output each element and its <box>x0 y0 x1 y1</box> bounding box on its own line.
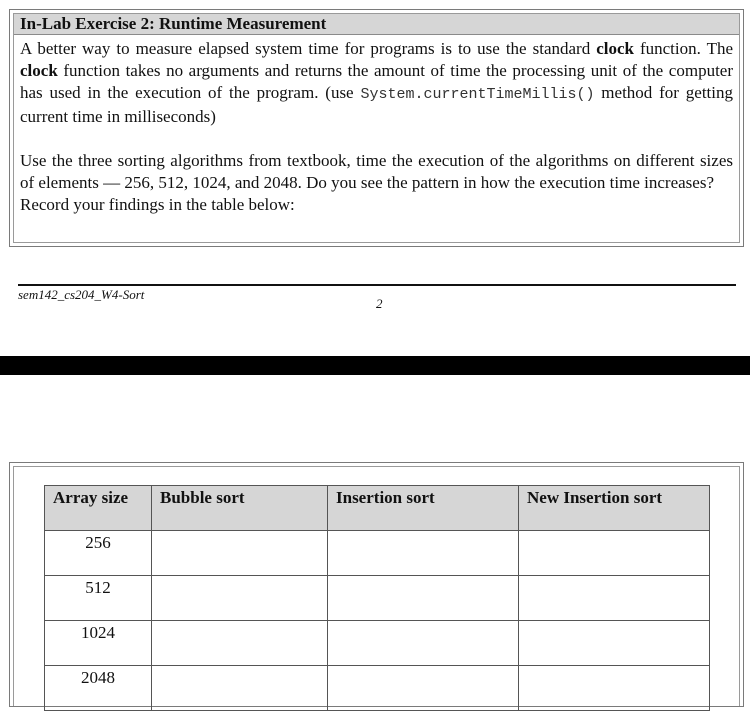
cell-array-size: 1024 <box>45 621 152 666</box>
footer-label: sem142_cs204_W4-Sort <box>18 287 145 302</box>
cell-insertion-sort[interactable] <box>328 621 519 666</box>
cell-new-insertion-sort[interactable] <box>519 576 710 621</box>
page-number: 2 <box>376 296 383 311</box>
cell-bubble-sort[interactable] <box>152 531 328 576</box>
cell-insertion-sort[interactable] <box>328 531 519 576</box>
exercise-paragraph-1 <box>20 38 733 128</box>
exercise-paragraph-3: Record your findings in the table below: <box>20 195 295 214</box>
table-row <box>45 531 710 576</box>
header-array-size: Array size <box>45 486 152 531</box>
cell-bubble-sort[interactable] <box>152 621 328 666</box>
footer-rule <box>18 284 736 286</box>
cell-bubble-sort[interactable] <box>152 576 328 621</box>
findings-table <box>44 485 710 711</box>
p1-keyword-clock-2: clock <box>20 61 58 80</box>
header-bubble-sort: Bubble sort <box>152 486 328 531</box>
exercise-paragraph-2: Use the three sorting algorithms from textbook, time the execution of the algorithms on different sizes of elements — 256, 512, 1024, and 2048. Do you see the pattern in how the execution time increases? <box>20 151 733 192</box>
table-row <box>45 666 710 711</box>
cell-insertion-sort[interactable] <box>328 576 519 621</box>
cell-new-insertion-sort[interactable] <box>519 666 710 711</box>
cell-array-size: 512 <box>45 576 152 621</box>
p1-text-1: A better way to measure elapsed system time for programs is to use the standard <box>20 39 597 58</box>
p1-keyword-clock-1: clock <box>596 39 634 58</box>
p1-text-2: function. The <box>633 39 734 58</box>
exercise-box <box>9 9 744 247</box>
exercise-box-inner <box>13 13 740 243</box>
header-insertion-sort: Insertion sort <box>328 486 519 531</box>
cell-bubble-sort[interactable] <box>152 666 328 711</box>
cell-new-insertion-sort[interactable] <box>519 621 710 666</box>
p1-text-3: function takes no arguments and returns the amount of time the processing unit of the computer has used in the execution of the program. (use <box>20 61 733 102</box>
header-new-insertion-sort: New Insertion sort <box>519 486 710 531</box>
cell-array-size: 256 <box>45 531 152 576</box>
cell-insertion-sort[interactable] <box>328 666 519 711</box>
table-header-row <box>45 486 710 531</box>
table-row <box>45 576 710 621</box>
p1-code: System.currentTimeMillis() <box>360 86 595 103</box>
exercise-body <box>20 38 733 216</box>
page-separator <box>0 356 750 375</box>
p1-text-4: method for getting current time in milliseconds) <box>20 83 733 126</box>
cell-array-size: 2048 <box>45 666 152 711</box>
exercise-title: In-Lab Exercise 2: Runtime Measurement <box>14 14 739 35</box>
cell-new-insertion-sort[interactable] <box>519 531 710 576</box>
table-row <box>45 621 710 666</box>
